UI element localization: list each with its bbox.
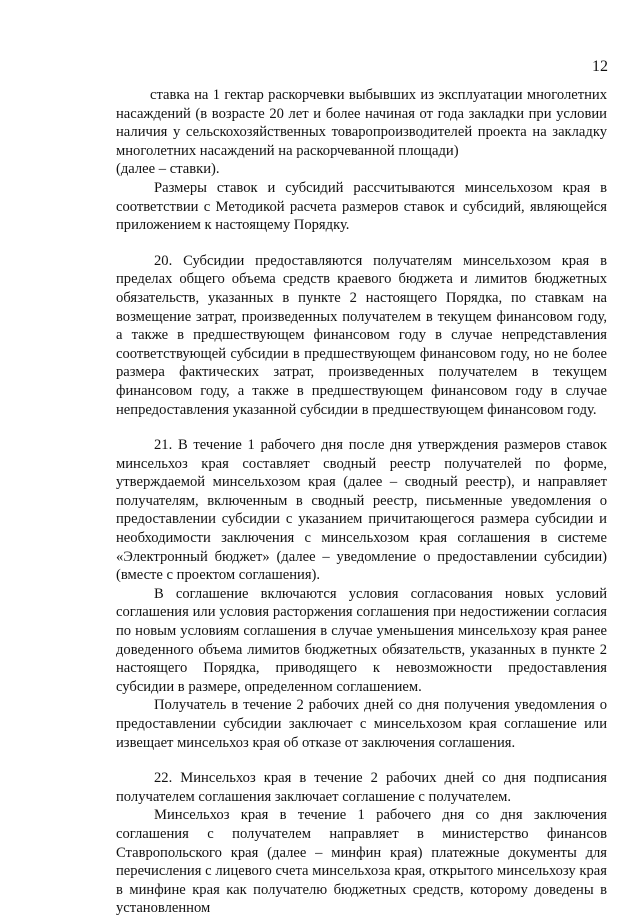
paragraph-payment-documents: Минсельхоз края в течение 1 рабочего дня со дня заключения соглашения с получателем направляет в министерство финансов Ставропольского края (далее – минфин края) платежные документы для перечисления с лицевого счета минсельхоза края, открытого минсельхозу края в минфине края как получателю бюджетных средств, которому доведены в установленном [116, 807, 607, 917]
paragraph-rates-note: (далее – ставки). [116, 161, 220, 178]
paragraph-recipient-response: Получатель в течение 2 рабочих дней со дня получения уведомления о предоставлении субсидии заключает с минсельхозом края соглашение или извещает минсельхоз края об отказе от заключения соглашения. [116, 697, 607, 751]
paragraph-item-20: 20. Субсидии предоставляются получателям минсельхозом края в пределах общего объема средств краевого бюджета и лимитов бюджетных обязательств, указанных в пункте 2 настоящего Порядка, по ставкам на возмещение затрат, произведенных получателем в текущем финансовом году, а также в предшествующем финансовом году в случае непредставления соответствующей субсидии в предшествующем финансовом году, но не более размера фактических затрат, произведенных получателем в текущем финансовом году, а также в предшествующем финансовом году в случае непредоставления указанной субсидии в предшествующем финансовом году. [116, 252, 607, 418]
paragraph-agreement-conditions: В соглашение включаются условия согласования новых условий соглашения или условия расторжения соглашения при недостижении согласия по новым условиям соглашения в случае уменьшения минсельхозу края ранее доведенного объема лимитов бюджетных обязательств, указанных в пункте 2 настоящего Порядка, приводящего к невозможности предоставления субсидии в размере, определенном соглашением. [116, 585, 607, 695]
paragraph-gap [116, 235, 607, 252]
paragraph-item-22: 22. Минсельхоз края в течение 2 рабочих дней со дня подписания получателем соглашения заключает соглашение с получателем. [116, 770, 607, 805]
paragraph-rates-methodology: Размеры ставок и субсидий рассчитываются минсельхозом края в соответствии с Методикой расчета размеров ставок и субсидий, являющейся приложением к настоящему Порядку. [116, 179, 607, 234]
paragraph-item-21: 21. В течение 1 рабочего дня после дня утверждения размеров ставок минсельхоз края составляет сводный реестр получателей по форме, утверждаемой минсельхозом края (далее – сводный реестр), и направляет получателям, включенным в сводный реестр, письменные уведомления о предоставлении субсидии с указанием причитающегося размера субсидии и необходимости заключения с минсельхозом края соглашения в системе «Электронный бюджет» (далее – уведомление о предоставлении субсидии) (вместе с проектом соглашения). [116, 437, 607, 584]
page-number: 12 [592, 58, 608, 75]
paragraph-rate-definition: ставка на 1 гектар раскорчевки выбывших из эксплуатации многолетних насаждений (в возрасте 20 лет и более начиная от года закладки при условии наличия у сельскохозяйственных товаропроизводителей проекта на закладку многолетних насаждений на раскорчеванной площади) [116, 87, 607, 159]
paragraph-gap [116, 752, 607, 769]
paragraph-gap [116, 419, 607, 436]
